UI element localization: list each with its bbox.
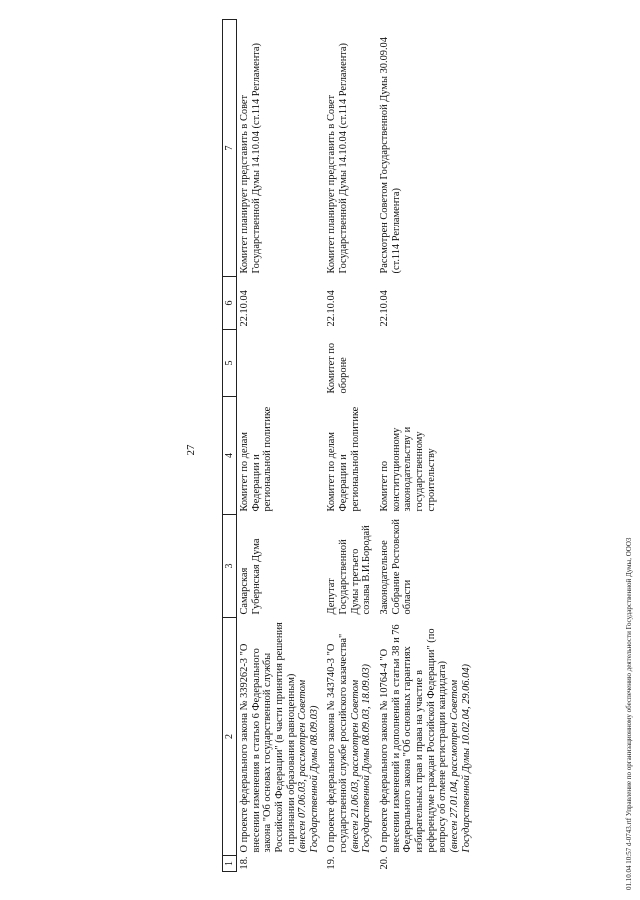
initiator-cell: Депутат Государственной Думы третьего созыва В.И.Бородай bbox=[326, 525, 373, 615]
initiator-cell: Самарская Губернская Дума bbox=[239, 538, 262, 615]
header-row bbox=[223, 20, 237, 872]
table-row bbox=[377, 20, 476, 872]
status-cell: Рассмотрен Советом Государственной Думы 30.09.04 (ст.114 Регламента) bbox=[379, 37, 402, 274]
column-header: 4 bbox=[223, 397, 237, 515]
page-number: 27 bbox=[185, 444, 197, 456]
status-cell: Комитет планирует представить в Совет Государственной Думы 14.10.04 (ст.114 Регламента) bbox=[326, 42, 350, 274]
date-cell: 22.10.04 bbox=[379, 290, 391, 327]
date-cell: 22.10.04 bbox=[326, 290, 338, 327]
bill-cell bbox=[377, 618, 476, 856]
co-committee-cell bbox=[237, 330, 325, 397]
column-header: 1 bbox=[223, 856, 237, 872]
column-header: 6 bbox=[223, 277, 237, 330]
bill-note: (внесен 07.06.03, рассмотрен Советом Государственной Думы 08.09.03) bbox=[297, 679, 320, 853]
initiator-cell: Законодательное Собрание Ростовской области bbox=[379, 519, 414, 615]
co-committee-cell: Комитет по обороне bbox=[326, 342, 350, 394]
row-number: 20. bbox=[379, 856, 391, 870]
column-header: 3 bbox=[223, 515, 237, 618]
document-footer: 01.10.04 10:57 d-0743.rtf Управление по организационному обеспечению деятельности Государственной Думы, ООО3 bbox=[625, 537, 633, 890]
committee-cell: Комитет по делам Федерации и региональной политике bbox=[326, 406, 361, 512]
bill-note: (внесен 27.01.04, рассмотрен Советом Государственной Думы 10.02.04, 29.06.04) bbox=[448, 664, 472, 853]
row-number: 19. bbox=[326, 856, 338, 870]
bill-cell bbox=[324, 618, 377, 856]
committee-cell: Комитет по делам Федерации и региональной политике bbox=[239, 406, 274, 512]
bill-title: О проекте федерального закона № 343740-3 "О государственной службе российского казачества" bbox=[326, 633, 350, 853]
row-number: 18. bbox=[239, 856, 250, 870]
column-header: 5 bbox=[223, 330, 237, 397]
table-row bbox=[324, 20, 377, 872]
table-row bbox=[237, 20, 325, 872]
status-cell: Комитет планирует представить в Совет Государственной Думы 14.10.04 (ст.114 Регламента) bbox=[239, 42, 262, 274]
column-header: 7 bbox=[223, 20, 237, 277]
bill-title: О проекте федерального закона № 10764-4 "О внесении изменений и дополнений в статьи 38 и 76 Федерального закона "Об основных гарантиях избирательных прав и права на участие в референдуме граждан Российской Федерации" (по вопросу об отмене регистрации кандидата) bbox=[379, 624, 449, 853]
bill-cell bbox=[237, 618, 325, 856]
date-cell: 22.10.04 bbox=[239, 290, 250, 327]
column-header: 2 bbox=[223, 618, 237, 856]
co-committee-cell bbox=[377, 330, 476, 397]
committee-cell: Комитет по конституционному законодательству и государственному строительству bbox=[379, 426, 437, 512]
bills-table bbox=[222, 19, 476, 872]
bill-note: (внесен 21.06.03, рассмотрен Советом Государственной Думы 08.09.03, 18.09.03) bbox=[349, 664, 373, 853]
bill-title: О проекте федерального закона № 339262-3 "О внесении изменения в статью 6 Федерального закона "Об основах государственной службы Российской Федерации" (в части принятия решения о признании образования равноценным) bbox=[239, 622, 297, 853]
